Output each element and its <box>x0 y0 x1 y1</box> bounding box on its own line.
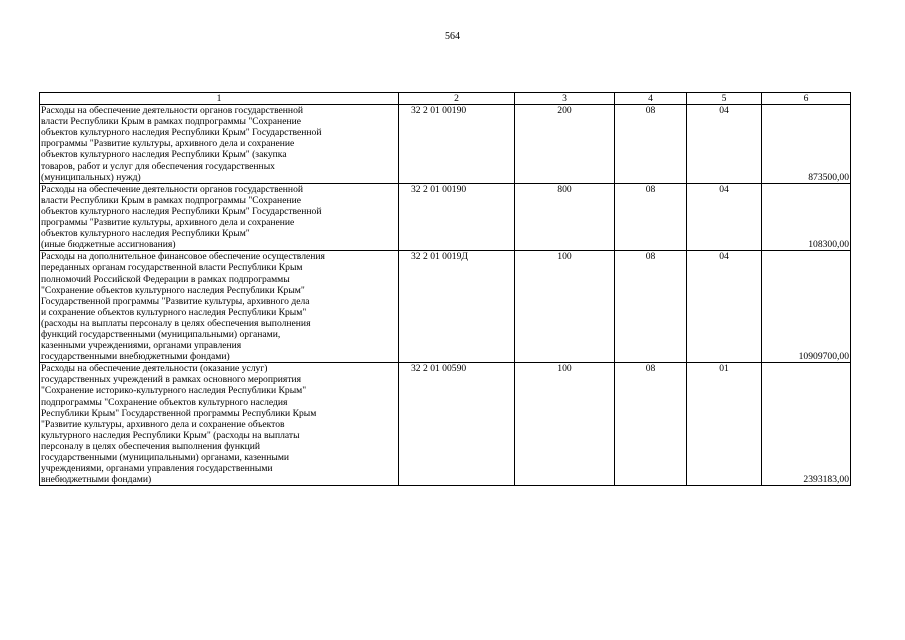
row-description: Расходы на обеспечение деятельности органов государственной власти Республики Крым в рамках подпрограммы "Сохранение объектов культурного наследия Республики Крым" Государственной программы "Развитие культуры, архивного дела и сохранение объектов культурного наследия Республики Крым" (иные бюджетные ассигнования) <box>40 183 399 251</box>
row-description: Расходы на обеспечение деятельности (оказание услуг) государственных учреждений в рамках основного мероприятия "Сохранение историко-культурного наследия Республики Крым" подпрограммы "Сохранение объектов культурного наследия Республики Крым" Государственной программы Республики Крым "Развитие культуры, архивного дела и сохранение объектов культурного наследия Республики Крым" (расходы на выплаты персоналу в целях обеспечения выполнения функций государственными (муниципальными) органами, казенными учреждениями, органами управления государственными внебюджетными фондами) <box>40 363 399 486</box>
column-header: 3 <box>515 93 615 105</box>
row-amount: 2393183,00 <box>762 363 851 486</box>
table-row <box>40 183 851 251</box>
row-section: 08 <box>615 183 687 251</box>
row-amount: 108300,00 <box>762 183 851 251</box>
row-amount: 10909700,00 <box>762 251 851 363</box>
row-description: Расходы на дополнительное финансовое обеспечение осуществления переданных органам государственной власти Республики Крым полномочий Российской Федерации в рамках подпрограммы "Сохранение объектов культурного наследия Республики Крым" Государственной программы "Развитие культуры, архивного дела и сохранение объектов культурного наследия Республики Крым" (расходы на выплаты персоналу в целях обеспечения выполнения функций государственными (муниципальными) органами, казенными учреждениями, органами управления государственными внебюджетными фондами) <box>40 251 399 363</box>
table-row <box>40 363 851 486</box>
row-expense-type: 800 <box>515 183 615 251</box>
table-header-row <box>40 93 851 105</box>
column-header: 5 <box>687 93 762 105</box>
row-subsection: 01 <box>687 363 762 486</box>
row-expense-type: 100 <box>515 251 615 363</box>
row-section: 08 <box>615 251 687 363</box>
row-code: 32 2 01 00590 <box>399 363 515 486</box>
row-section: 08 <box>615 105 687 184</box>
table-row <box>40 251 851 363</box>
column-header: 4 <box>615 93 687 105</box>
budget-table <box>39 92 851 486</box>
row-subsection: 04 <box>687 105 762 184</box>
page-number: 564 <box>445 31 460 42</box>
row-expense-type: 200 <box>515 105 615 184</box>
column-header: 2 <box>399 93 515 105</box>
table-row <box>40 105 851 184</box>
row-code: 32 2 01 0019Д <box>399 251 515 363</box>
row-section: 08 <box>615 363 687 486</box>
row-code: 32 2 01 00190 <box>399 183 515 251</box>
row-subsection: 04 <box>687 183 762 251</box>
column-header: 6 <box>762 93 851 105</box>
column-header: 1 <box>40 93 399 105</box>
row-expense-type: 100 <box>515 363 615 486</box>
row-code: 32 2 01 00190 <box>399 105 515 184</box>
row-description: Расходы на обеспечение деятельности органов государственной власти Республики Крым в рамках подпрограммы "Сохранение объектов культурного наследия Республики Крым" Государственной программы "Развитие культуры, архивного дела и сохранение объектов культурного наследия Республики Крым" (закупка товаров, работ и услуг для обеспечения государственных (муниципальных) нужд) <box>40 105 399 184</box>
row-subsection: 04 <box>687 251 762 363</box>
row-amount: 873500,00 <box>762 105 851 184</box>
